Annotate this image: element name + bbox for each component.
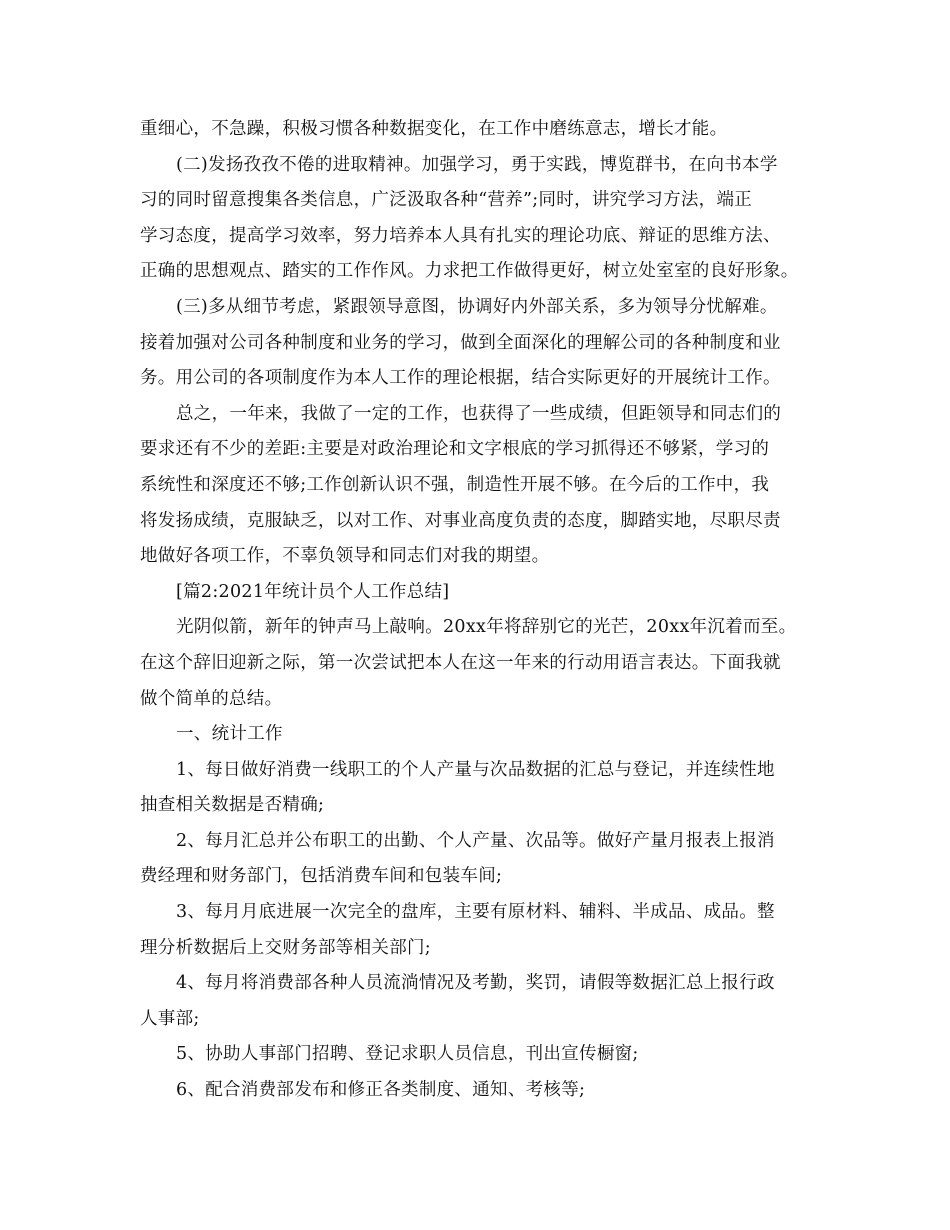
text-line: 5、协助人事部门招聘、登记求职人员信息，刊出宣传橱窗;: [176, 1044, 639, 1065]
text-line: 重细心，不急躁，积极习惯各种数据变化，在工作中磨练意志，增长才能。: [140, 119, 728, 139]
text-line: 系统性和深度还不够;工作创新认识不强，制造性开展不够。在今后的工作中，我: [140, 474, 770, 495]
text-line: 费经理和财务部门，包括消费车间和包装车间;: [140, 866, 503, 887]
text-line: 4、每月将消费部各种人员流淌情况及考勤，奖罚，请假等数据汇总上报行政: [176, 973, 775, 994]
document-body: [140, 112, 820, 1109]
text-line: (二)发扬孜孜不倦的进取精神。加强学习，勇于实践，博览群书，在向书本学: [176, 154, 778, 175]
text-line: 务。用公司的各项制度作为本人工作的理论根据，结合实际更好的开展统计工作。: [140, 368, 781, 389]
text-line: (三)多从细节考虑，紧跟领导意图，协调好内外部关系，多为领导分忧解难。: [176, 296, 778, 317]
text-line: 学习态度，提高学习效率，努力培养本人具有扎实的理论功底、辩证的思维方法、: [140, 225, 781, 246]
text-line: 人事部;: [140, 1008, 200, 1029]
text-line: 6、配合消费部发布和修正各类制度、通知、考核等;: [176, 1080, 586, 1101]
text-line: 正确的思想观点、踏实的工作作风。力求把工作做得更好，树立处室室的良好形象。: [140, 261, 799, 282]
text-line: 理分析数据后上交财务部等相关部门;: [140, 937, 431, 958]
text-line: 接着加强对公司各种制度和业务的学习，做到全面深化的理解公司的各种制度和业: [140, 332, 781, 353]
text-line: 总之，一年来，我做了一定的工作，也获得了一些成绩，但距领导和同志们的: [176, 403, 782, 424]
text-line: 3、每月月底进展一次完全的盘库，主要有原材料、辅料、半成品、成品。整: [176, 902, 775, 923]
text-line: 要求还有不少的差距:主要是对政治理论和文字根底的学习抓得还不够紧，学习的: [140, 439, 770, 460]
text-line: 地做好各项工作，不辜负领导和同志们对我的期望。: [140, 546, 550, 567]
text-line: 抽查相关数据是否精确;: [140, 795, 325, 816]
text-line: 在这个辞旧迎新之际，第一次尝试把本人在这一年来的行动用语言表达。下面我就: [140, 652, 781, 673]
text-line: 1、每日做好消费一线职工的个人产量与次品数据的汇总与登记，并连续性地: [176, 759, 775, 780]
text-line: 2、每月汇总并公布职工的出勤、个人产量、次品等。做好产量月报表上报消: [176, 830, 775, 851]
text-line: 一、统计工作: [176, 724, 283, 745]
text-line: [篇2:2021年统计员个人工作总结]: [176, 581, 450, 602]
text-line: 习的同时留意搜集各类信息，广泛汲取各种“营养”;同时，讲究学习方法，端正: [140, 190, 753, 211]
text-line: 做个简单的总结。: [140, 688, 283, 709]
text-line: 光阴似箭，新年的钟声马上敲响。20xx年将辞别它的光芒，20xx年沉着而至。: [176, 617, 797, 638]
text-line: 将发扬成绩，克服缺乏，以对工作、对事业高度负责的态度，脚踏实地，尽职尽责: [140, 510, 781, 531]
